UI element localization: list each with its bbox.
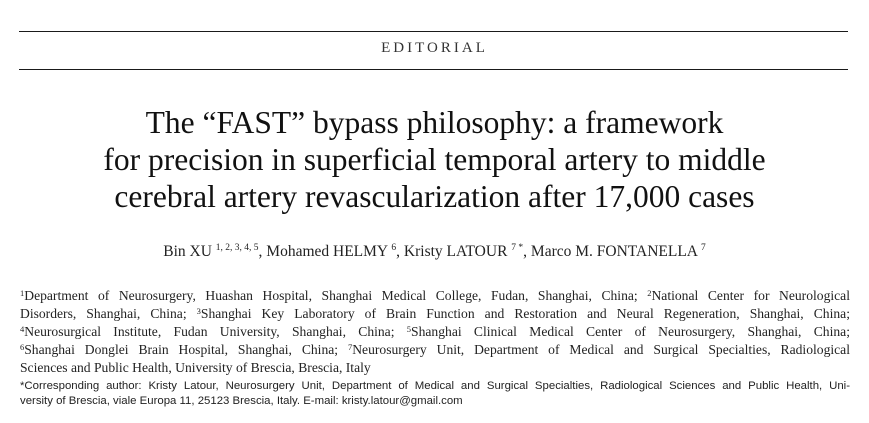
affiliation-text-part: Neurosurgery Unit, Department of Medical and Surgical Specialties, Radiological: [352, 342, 850, 357]
affiliation-number: 2: [647, 288, 652, 298]
author-name: Mohamed HELMY: [266, 243, 388, 260]
author-affiliation-ref: 7: [701, 243, 706, 253]
author-name: Bin XU: [163, 243, 212, 260]
affiliations: [20, 287, 850, 377]
affiliation-text-part: Disorders, Shanghai, China;: [20, 306, 197, 321]
affiliation-line: [20, 287, 850, 305]
correspondence-line: versity of Brescia, viale Europa 11, 25123 Brescia, Italy. E-mail: kristy.latour@gmail.com: [20, 395, 463, 407]
affiliation-line: [20, 323, 850, 341]
article-title: [40, 104, 829, 215]
affiliation-text: Shanghai Clinical Medical Center of Neurosurgery, Shanghai, China;: [411, 324, 850, 339]
affiliation-number: 1: [20, 288, 25, 298]
author-affiliation-ref: 7 *: [511, 243, 524, 253]
affiliation-text: Shanghai Donglei Brain Hospital, Shanghai, China;: [24, 342, 348, 357]
author-affiliation-ref: 6: [391, 243, 397, 253]
section-label: EDITORIAL: [381, 40, 488, 56]
affiliation-number: 3: [196, 306, 201, 316]
author-list: Bin XU $^{1, 2, 3, 4, 5}$, Mohamed HELMY $^6$, Kristy LATOUR $^{7 *}$, Marco M. FONTANELLA $^7$: [163, 243, 706, 260]
author-name: Kristy LATOUR: [403, 243, 508, 260]
affiliation-number: 4: [20, 324, 25, 334]
author-affiliation-ref: 1, 2, 3, 4, 5: [215, 243, 259, 253]
title-line: for precision in superficial temporal artery to middle: [103, 142, 766, 177]
author-name: Marco M. FONTANELLA: [530, 243, 698, 260]
title-line: The “FAST” bypass philosophy: a framework: [145, 105, 724, 140]
correspondence-line: *Corresponding author: Kristy Latour, Neurosurgery Unit, Department of Medical and Surgical Specialties, Radiological Sciences and Public Health, Uni-: [20, 380, 850, 392]
bottom-rule: [19, 69, 848, 70]
affiliation-number: 5: [406, 324, 412, 334]
affiliation-text: Shanghai Key Laboratory of Brain Function and Restoration and Neural Regeneration, Shanghai, China;: [200, 306, 850, 321]
affiliation-text: Department of Neurosurgery, Huashan Hospital, Shanghai Medical College, Fudan, Shanghai, China;: [24, 288, 648, 303]
affiliation-text-part: Sciences and Public Health, University of Brescia, Brescia, Italy: [20, 360, 371, 375]
title-line: cerebral artery revascularization after 17,000 cases: [114, 179, 755, 214]
affiliation-number: 7: [347, 342, 353, 352]
affiliation-text-part: National Center for Neurological: [651, 288, 850, 303]
top-rule: [19, 31, 848, 32]
corresponding-author-note: [20, 379, 850, 409]
affiliation-line: [20, 341, 850, 359]
affiliation-line: [20, 359, 850, 377]
affiliation-line: [20, 305, 850, 323]
affiliation-text: Neurosurgical Institute, Fudan University, Shanghai, China;: [24, 324, 407, 339]
affiliation-number: 6: [20, 342, 25, 352]
